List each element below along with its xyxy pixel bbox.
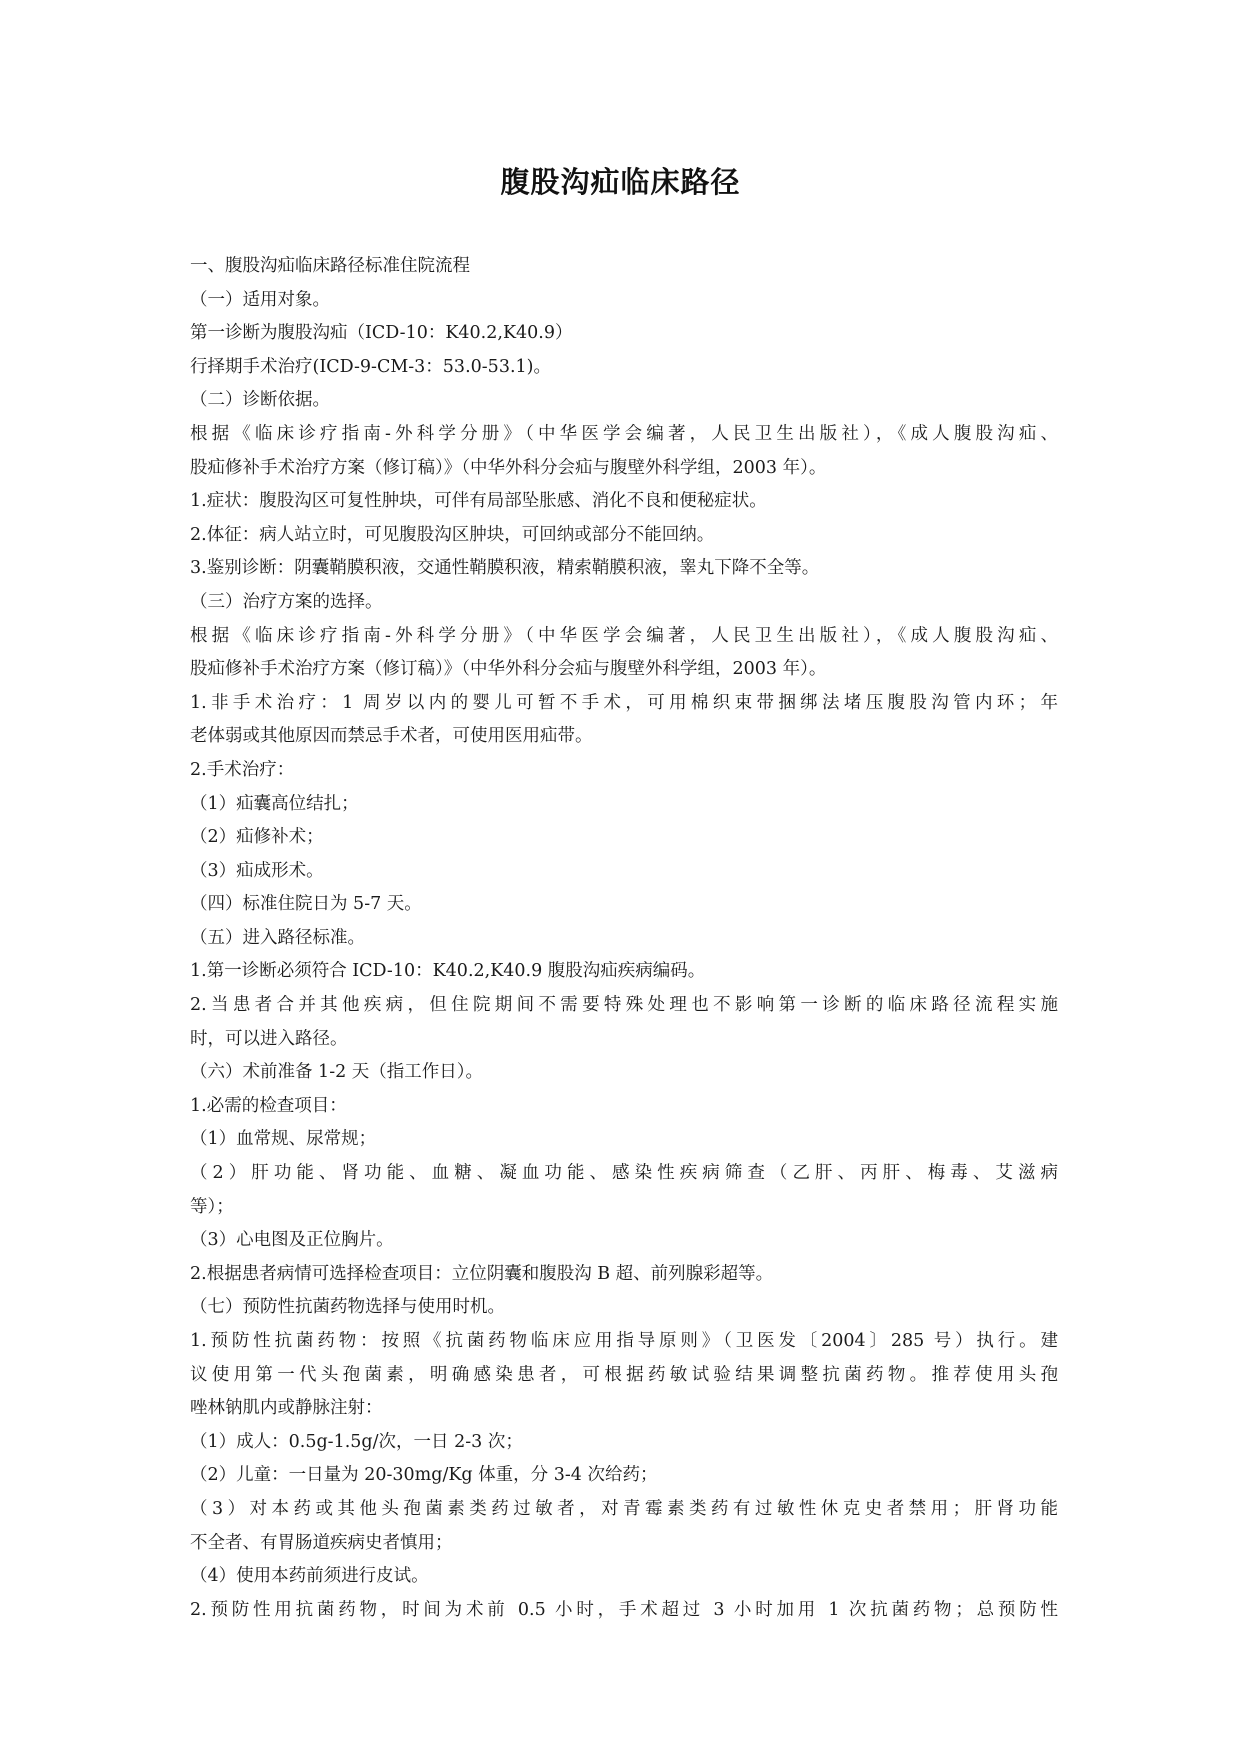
- text-line: 2.根据患者病情可选择检查项目：立位阴囊和腹股沟 B 超、前列腺彩超等。: [190, 1263, 774, 1284]
- text-line: 等）；: [190, 1196, 234, 1217]
- text-line: （1）疝囊高位结扎；: [190, 793, 359, 814]
- text-line: （2）儿童：一日量为 20-30mg/Kg 体重，分 3-4 次给药；: [190, 1465, 658, 1486]
- text-line: （六）术前准备 1-2 天（指工作日）。: [190, 1062, 484, 1083]
- text-line: （2）疝修补术；: [190, 827, 324, 848]
- text-line: 股疝修补手术治疗方案（修订稿）》（中华外科分会疝与腹壁外科学组，2003 年）。: [190, 457, 827, 478]
- text-line: 根据《临床诊疗指南-外科学分册》（中华医学会编著，人民卫生出版社），《成人腹股沟疝、: [190, 625, 1058, 646]
- text-line: （1）血常规、尿常规；: [190, 1129, 377, 1150]
- text-line: （三）治疗方案的选择。: [190, 591, 383, 612]
- text-line: （1）成人：0.5g-1.5g/次，一日 2-3 次；: [190, 1431, 523, 1452]
- text-line: 1.症状：腹股沟区可复性肿块，可伴有局部坠胀感、消化不良和便秘症状。: [190, 491, 767, 512]
- text-line: （3）疝成形术。: [190, 860, 324, 881]
- text-line: 议使用第一代头孢菌素，明确感染患者，可根据药敏试验结果调整抗菌药物。推荐使用头孢: [190, 1364, 1058, 1385]
- document-body: [190, 250, 1058, 1627]
- text-line: 2.手术治疗：: [190, 759, 295, 780]
- text-line: （2）肝功能、肾功能、血糖、凝血功能、感染性疾病筛查（乙肝、丙肝、梅毒、艾滋病: [190, 1163, 1058, 1184]
- text-line: 1.第一诊断必须符合 ICD-10：K40.2,K40.9 腹股沟疝疾病编码。: [190, 961, 706, 982]
- text-line: 第一诊断为腹股沟疝（ICD-10：K40.2,K40.9）: [190, 323, 573, 344]
- text-line: （3）对本药或其他头孢菌素类药过敏者，对青霉素类药有过敏性休克史者禁用；肝肾功能: [190, 1498, 1058, 1519]
- text-line: （四）标准住院日为 5-7 天。: [190, 894, 422, 915]
- text-line: （五）进入路径标准。: [190, 927, 365, 948]
- text-line: 股疝修补手术治疗方案（修订稿）》（中华外科分会疝与腹壁外科学组，2003 年）。: [190, 659, 827, 680]
- text-line: 时，可以进入路径。: [190, 1028, 348, 1049]
- text-line: （4）使用本药前须进行皮试。: [190, 1566, 429, 1587]
- text-line: （3）心电图及正位胸片。: [190, 1230, 394, 1251]
- text-line: 2.当患者合并其他疾病，但住院期间不需要特殊处理也不影响第一诊断的临床路径流程实施: [190, 995, 1058, 1016]
- text-line: 2.体征：病人站立时，可见腹股沟区肿块，可回纳或部分不能回纳。: [190, 524, 715, 545]
- text-line: （七）预防性抗菌药物选择与使用时机。: [190, 1297, 505, 1318]
- text-line: 1.非手术治疗：1 周岁以内的婴儿可暂不手术，可用棉织束带捆绑法堵压腹股沟管内环；年: [190, 692, 1058, 713]
- text-line: 1.必需的检查项目：: [190, 1095, 347, 1116]
- text-line: 2.预防性用抗菌药物，时间为术前 0.5 小时，手术超过 3 小时加用 1 次抗菌药物；总预防性: [190, 1599, 1058, 1620]
- document-title: 腹股沟疝临床路径: [500, 165, 741, 199]
- text-line: （二）诊断依据。: [190, 390, 330, 411]
- text-line: 老体弱或其他原因而禁忌手术者，可使用医用疝带。: [190, 726, 593, 747]
- text-line: 一、腹股沟疝临床路径标准住院流程: [190, 256, 470, 276]
- text-line: 不全者、有胃肠道疾病史者慎用；: [190, 1532, 453, 1553]
- text-line: 唑林钠肌内或静脉注射：: [190, 1398, 383, 1419]
- text-line: 3.鉴别诊断：阴囊鞘膜积液，交通性鞘膜积液，精索鞘膜积液，睾丸下降不全等。: [190, 558, 820, 579]
- text-line: 1.预防性抗菌药物：按照《抗菌药物临床应用指导原则》（卫医发〔2004〕285 号）执行。建: [190, 1331, 1058, 1351]
- text-line: 根据《临床诊疗指南-外科学分册》（中华医学会编著，人民卫生出版社），《成人腹股沟疝、: [190, 423, 1058, 444]
- text-line: （一）适用对象。: [190, 289, 330, 310]
- text-line: 行择期手术治疗(ICD-9-CM-3：53.0-53.1)。: [190, 356, 551, 377]
